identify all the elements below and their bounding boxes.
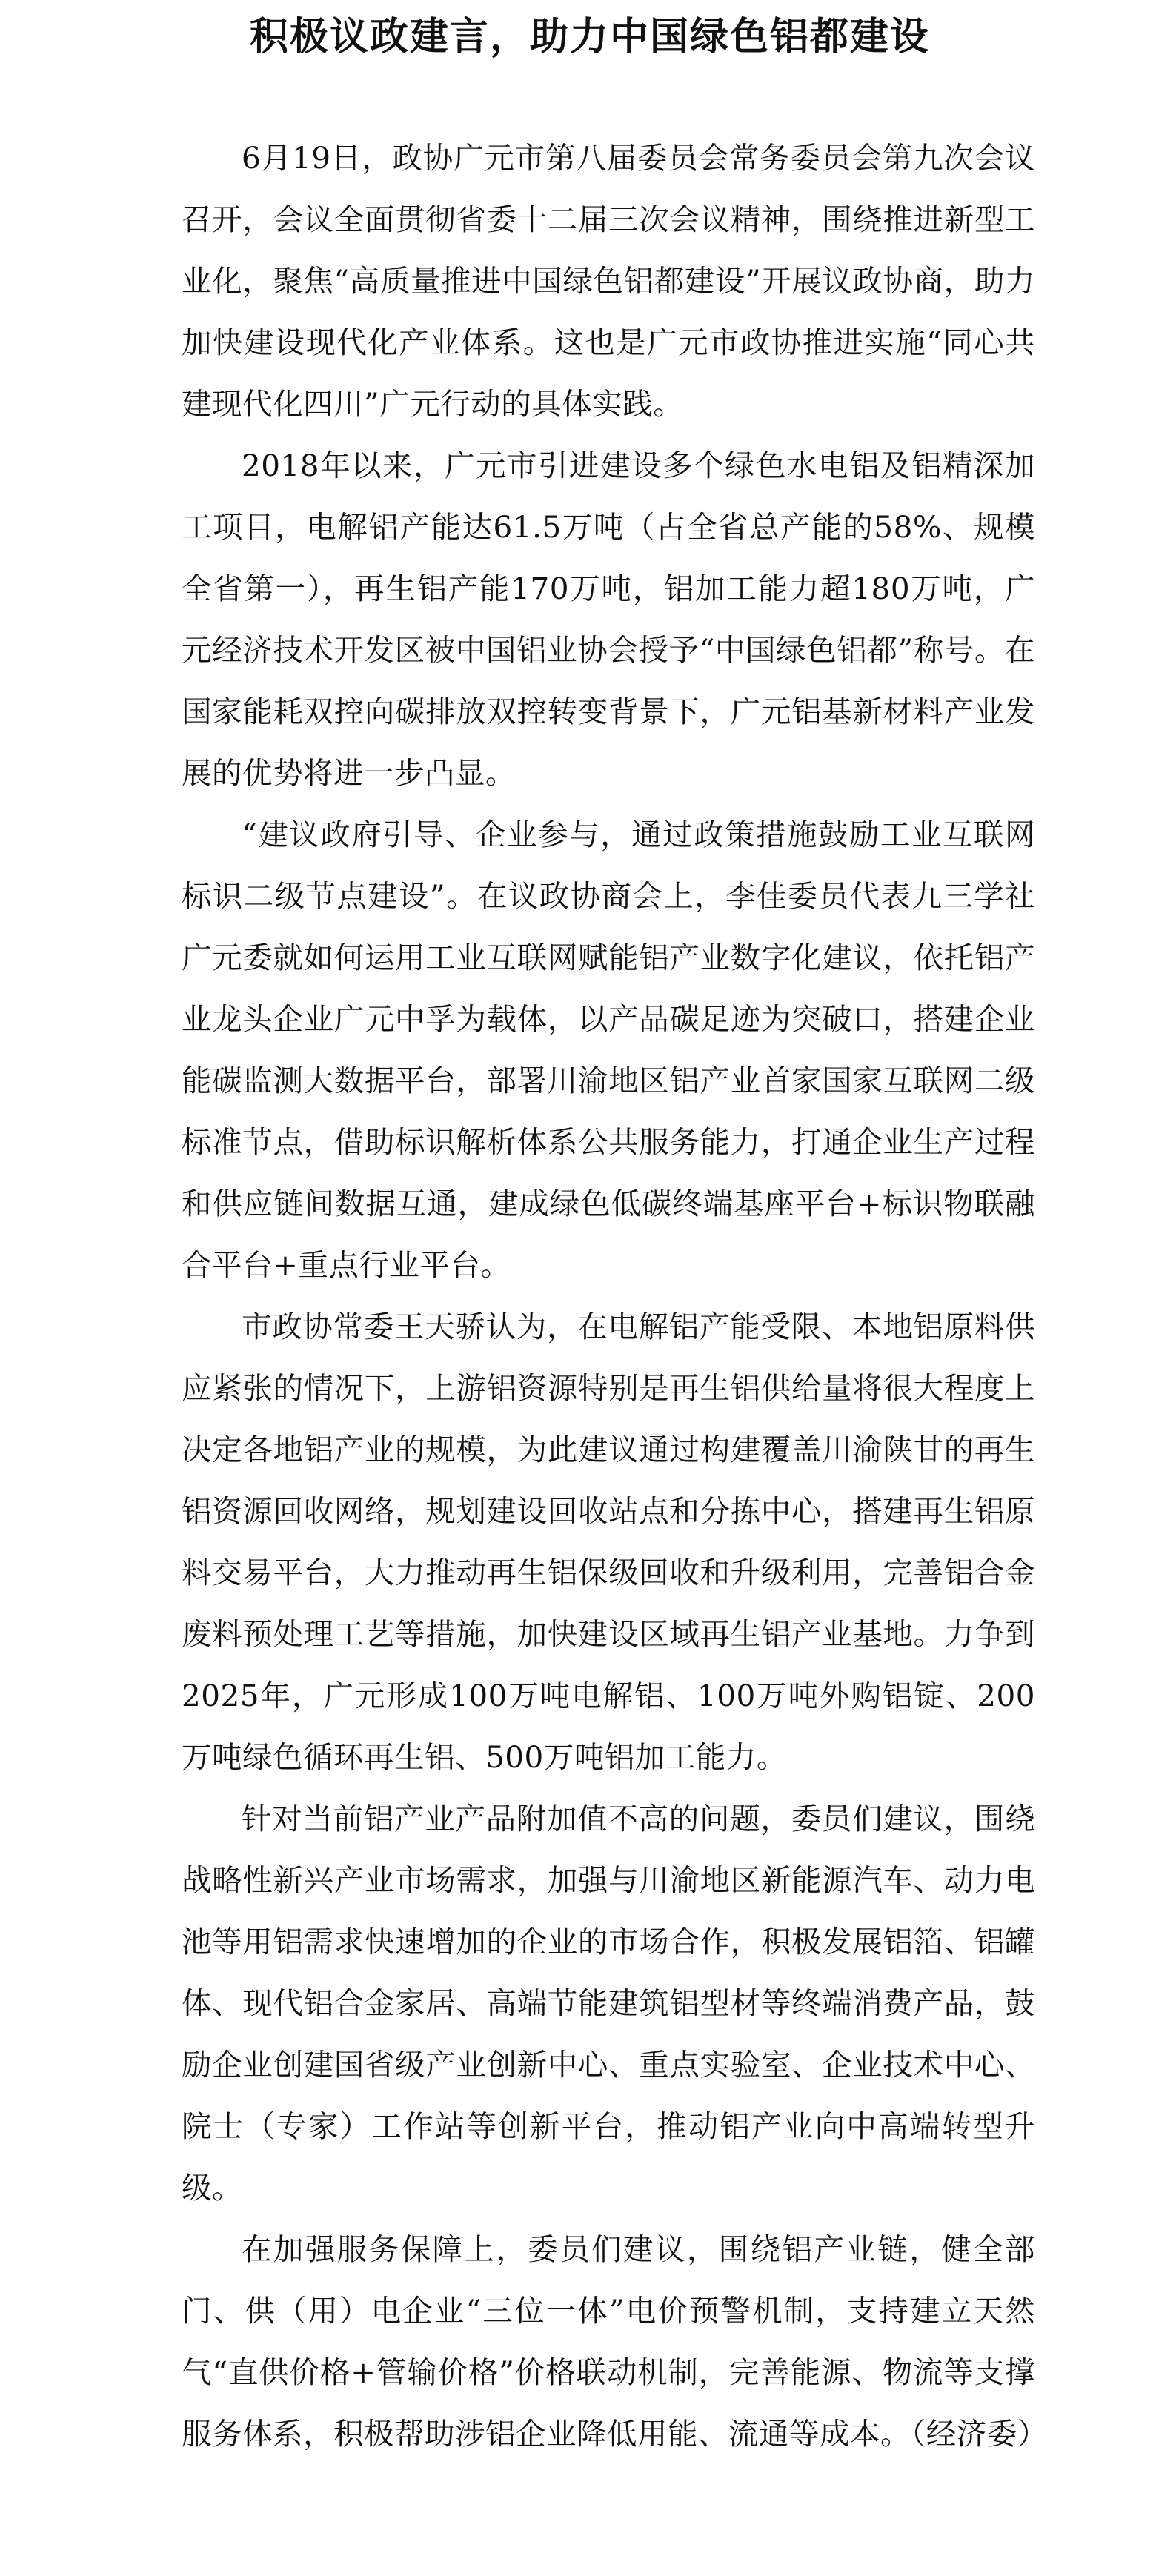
article-paragraph-2: 2018年以来，广元市引进建设多个绿色水电铝及铝精深加工项目，电解铝产能达61.5万吨（占全省总产能的58%、规模全省第一），再生铝产能170万吨，铝加工能力超180万吨，广元经济技术开发区被中国铝业协会授予“中国绿色铝都”称号。在国家能耗双控向碳排放双控转变背景下，广元铝基新材料产业发展的优势将进一步凸显。	[182, 448, 1035, 791]
article-title: 积极议政建言，助力中国绿色铝都建设	[249, 15, 930, 59]
title-spacer	[182, 76, 1035, 127]
article-paragraph-1: 6月19日，政协广元市第八届委员会常务委员会第九次会议召开，会议全面贯彻省委十二届三次会议精神，围绕推进新型工业化，聚焦“高质量推进中国绿色铝都建设”开展议政协商，助力加快建设现代化产业体系。这也是广元市政协推进实施“同心共建现代化四川”广元行动的具体实践。	[182, 140, 1035, 422]
article-paragraph-3: “建议政府引导、企业参与，通过政策措施鼓励工业互联网标识二级节点建设”。在议政协商会上，李佳委员代表九三学社广元委就如何运用工业互联网赋能铝产业数字化建议，依托铝产业龙头企业广元中孚为载体，以产品碳足迹为突破口，搭建企业能碳监测大数据平台，部署川渝地区铝产业首家国家互联网二级标准节点，借助标识解析体系公共服务能力，打通企业生产过程和供应链间数据互通，建成绿色低碳终端基座平台+标识物联融合平台+重点行业平台。	[182, 817, 1035, 1283]
article-paragraph-6: 在加强服务保障上，委员们建议，围绕铝产业链，健全部门、供（用）电企业“三位一体”电价预警机制，支持建立天然气“直供价格+管输价格”价格联动机制，完善能源、物流等支撑服务体系，积极帮助涉铝企业降低用能、流通等成本。（经济委）	[182, 2231, 1048, 2451]
article-paragraph-4: 市政协常委王天骄认为，在电解铝产能受限、本地铝原料供应紧张的情况下，上游铝资源特别是再生铝供给量将很大程度上决定各地铝产业的规模，为此建议通过构建覆盖川渝陕甘的再生铝资源回收网络，规划建设回收站点和分拣中心，搭建再生铝原料交易平台，大力推动再生铝保级回收和升级利用，完善铝合金废料预处理工艺等措施，加快建设区域再生铝产业基地。力争到2025年，广元形成100万吨电解铝、100万吨外购铝锭、200万吨绿色循环再生铝、500万吨铝加工能力。	[182, 1309, 1035, 1775]
article-paragraph-5: 针对当前铝产业产品附加值不高的问题，委员们建议，围绕战略性新兴产业市场需求，加强与川渝地区新能源汽车、动力电池等用铝需求快速增加的企业的市场合作，积极发展铝箔、铝罐体、现代铝合金家居、高端节能建筑铝型材等终端消费产品，鼓励企业创建国省级产业创新中心、重点实验室、企业技术中心、院士（专家）工作站等创新平台，推动铝产业向中高端转型升级。	[182, 1801, 1035, 2205]
